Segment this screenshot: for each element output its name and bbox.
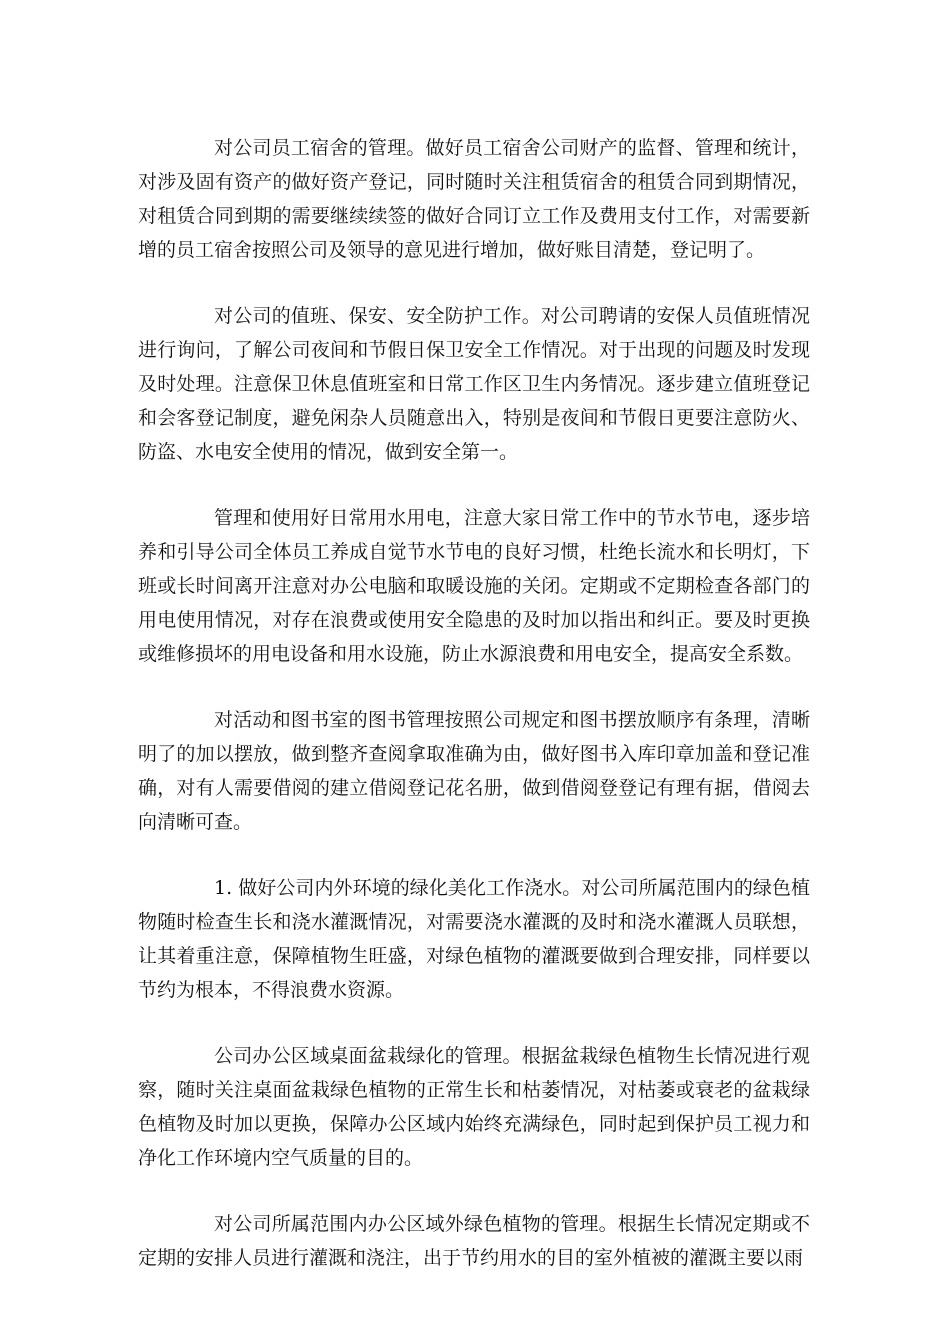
document-body [138,131,810,1275]
paragraph-library-management: 对活动和图书室的图书管理按照公司规定和图书摆放顺序有条理，清晰明了的加以摆放，做到整齐查阅拿取准确为由，做好图书入库印章加盖和登记准确，对有人需要借阅的建立借阅登记花名册，做到借阅登登记有理有据，借阅去向清晰可查。 [138,709,810,833]
paragraph-water-electricity: 管理和使用好日常用水用电，注意大家日常工作中的节水节电，逐步培养和引导公司全体员工养成自觉节水节电的良好习惯，杜绝长流水和长明灯，下班或长时间离开注意对办公电脑和取暖设施的关闭。定期或不定期检查各部门的用电使用情况，对存在浪费或使用安全隐患的及时加以指出和纠正。要及时更换或维修损坏的用电设备和用水设施，防止水源浪费和用电安全，提高安全系数。 [138,507,810,665]
paragraph-desktop-plants: 公司办公区域桌面盆栽绿化的管理。根据盆栽绿色植物生长情况进行观察，随时关注桌面盆栽绿色植物的正常生长和枯萎情况，对枯萎或衰老的盆栽绿色植物及时加以更换，保障办公区域内始终充满绿色，同时起到保护员工视力和净化工作环境内空气质量的目的。 [138,1045,810,1169]
paragraph-outdoor-plants: 对公司所属范围内办公区域外绿色植物的管理。根据生长情况定期或不定期的安排人员进行灌溉和浇注，出于节约用水的目的室外植被的灌溉主要以雨 [138,1213,810,1269]
paragraph-greening-watering: 1. 做好公司内外环境的绿化美化工作浇水。对公司所属范围内的绿色植物随时检查生长和浇水灌溉情况，对需要浇水灌溉的及时和浇水灌溉人员联想，让其着重注意，保障植物生旺盛，对绿色植物的灌溉要做到合理安排，同样要以节约为根本，不得浪费水资源。 [138,877,810,1001]
paragraph-security-duty: 对公司的值班、保安、安全防护工作。对公司聘请的安保人员值班情况进行询问，了解公司夜间和节假日保卫安全工作情况。对于出现的问题及时发现及时处理。注意保卫休息值班室和日常工作区卫生内务情况。逐步建立值班登记和会客登记制度，避免闲杂人员随意出入，特别是夜间和节假日更要注意防火、防盗、水电安全使用的情况，做到安全第一。 [138,305,810,463]
paragraph-dormitory-management: 对公司员工宿舍的管理。做好员工宿舍公司财产的监督、管理和统计，对涉及固有资产的做好资产登记，同时随时关注租赁宿舍的租赁合同到期情况，对租赁合同到期的需要继续续签的做好合同订立工作及费用支付工作，对需要新增的员工宿舍按照公司及领导的意见进行增加，做好账目清楚，登记明了。 [138,137,810,261]
